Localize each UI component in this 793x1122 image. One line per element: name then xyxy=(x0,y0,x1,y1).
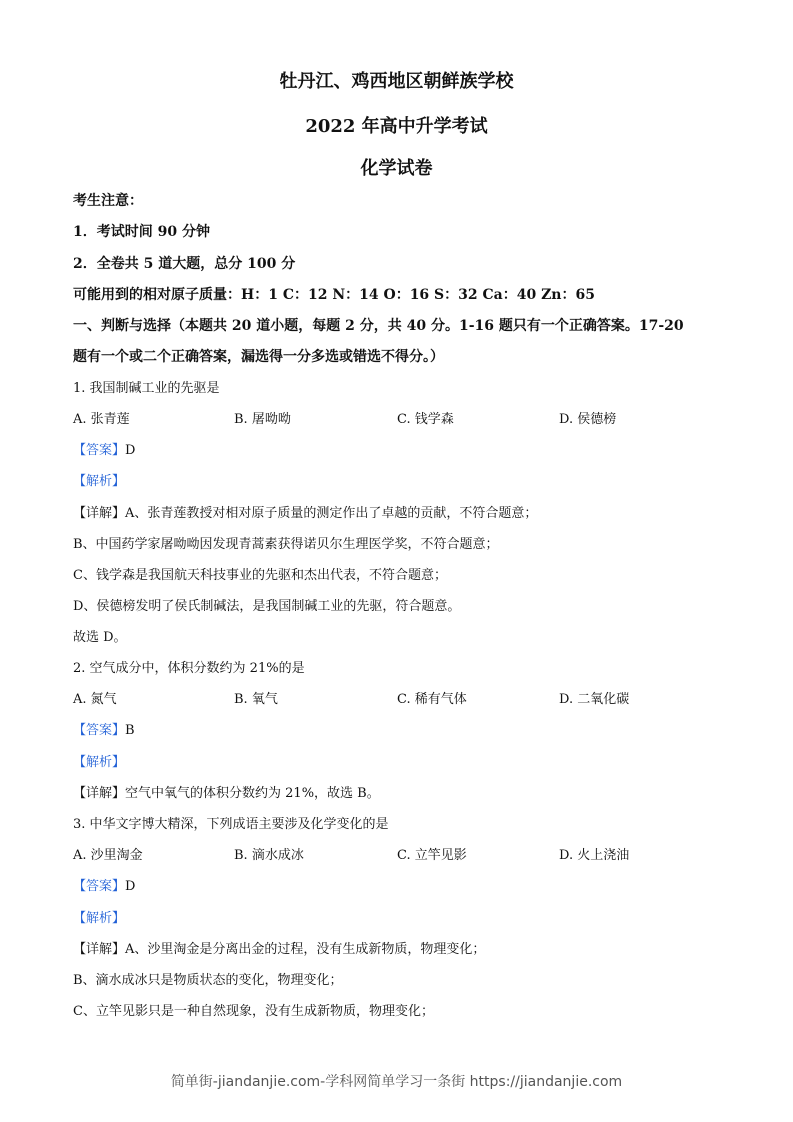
notice-time: 1．考试时间 90 分钟 xyxy=(73,224,210,240)
school-title: 牡丹江、鸡西地区朝鲜族学校 xyxy=(279,71,514,92)
q1-detail-4: D、侯德榜发明了侯氏制碱法，是我国制碱工业的先驱，符合题意。 xyxy=(73,599,461,614)
q2-stem: 2. 空气成分中，体积分数约为 21%的是 xyxy=(73,661,305,676)
q1-stem: 1. 我国制碱工业的先驱是 xyxy=(73,381,220,396)
q2-answer-row xyxy=(73,722,135,740)
subject-title: 化学试卷 xyxy=(360,158,433,179)
section-instructions-line1: 一、判断与选择（本题共 20 道小题，每题 2 分，共 40 分。1-16 题只有一个正确答案。17-20 xyxy=(73,318,684,334)
q1-conclusion: 故选 D。 xyxy=(73,630,127,645)
q3-detail-row-1 xyxy=(73,941,485,959)
q2-option-d: D. 二氧化碳 xyxy=(559,692,630,707)
q3-detail-tag: 【详解】 xyxy=(73,942,126,957)
page-footer-watermark: 简单街-jiandanjie.com-学科网简单学习一条街 https://jiandanjie.com xyxy=(170,1074,623,1090)
q1-detail-row-1 xyxy=(73,505,537,523)
q1-detail-2: B、中国药学家屠呦呦因发现青蒿素获得诺贝尔生理医学奖，不符合题意； xyxy=(73,537,499,552)
q2-detail-row-1 xyxy=(73,785,380,803)
notice-total: 2．全卷共 5 道大题，总分 100 分 xyxy=(73,256,296,272)
q1-detail-3: C、钱学森是我国航天科技事业的先驱和杰出代表，不符合题意； xyxy=(73,568,447,583)
q2-option-b: B. 氧气 xyxy=(234,692,278,707)
q1-option-a: A. 张青莲 xyxy=(73,412,130,427)
q1-option-d: D. 侯德榜 xyxy=(559,412,617,427)
q1-analysis-tag: 【解析】 xyxy=(73,474,126,489)
atomic-masses: 可能用到的相对原子质量：H：1 C：12 N：14 O：16 S：32 Ca：40 Zn：65 xyxy=(73,287,595,303)
q3-option-c: C. 立竿见影 xyxy=(397,848,467,863)
q1-answer-tag: 【答案】 xyxy=(73,443,126,458)
q2-analysis-tag: 【解析】 xyxy=(73,755,126,770)
q3-answer-tag: 【答案】 xyxy=(73,879,126,894)
q3-stem: 3. 中华文字博大精深，下列成语主要涉及化学变化的是 xyxy=(73,817,389,832)
q3-detail-3: C、立竿见影只是一种自然现象，没有生成新物质，物理变化； xyxy=(73,1004,434,1019)
exam-title: 2022 年高中升学考试 xyxy=(305,116,488,137)
q3-option-a: A. 沙里淘金 xyxy=(73,848,143,863)
q3-detail-1: A、沙里淘金是分离出金的过程，没有生成新物质，物理变化； xyxy=(125,942,486,957)
q2-answer-tag: 【答案】 xyxy=(73,723,126,738)
q3-answer: D xyxy=(125,879,136,894)
q1-answer: D xyxy=(125,443,136,458)
q2-option-a: A. 氮气 xyxy=(73,692,117,707)
q1-detail-1: A、张青莲教授对相对原子质量的测定作出了卓越的贡献，不符合题意； xyxy=(125,506,538,521)
section-instructions-line2: 题有一个或二个正确答案，漏选得一分多选或错选不得分。） xyxy=(73,349,444,365)
q2-option-c: C. 稀有气体 xyxy=(397,692,467,707)
q1-option-c: C. 钱学森 xyxy=(397,412,454,427)
q3-detail-2: B、滴水成冰只是物质状态的变化，物理变化； xyxy=(73,973,343,988)
q2-answer: B xyxy=(125,723,135,738)
q2-detail-tag: 【详解】 xyxy=(73,786,126,801)
q3-option-d: D. 火上浇油 xyxy=(559,848,630,863)
q2-detail-1: 空气中氧气的体积分数约为 21%，故选 B。 xyxy=(125,786,380,801)
q3-option-b: B. 滴水成冰 xyxy=(234,848,304,863)
q1-answer-row xyxy=(73,442,135,460)
q1-option-b: B. 屠呦呦 xyxy=(234,412,291,427)
q3-answer-row xyxy=(73,878,135,896)
notice-heading: 考生注意： xyxy=(73,193,143,209)
q1-detail-tag: 【详解】 xyxy=(73,506,126,521)
q3-analysis-tag: 【解析】 xyxy=(73,911,126,926)
